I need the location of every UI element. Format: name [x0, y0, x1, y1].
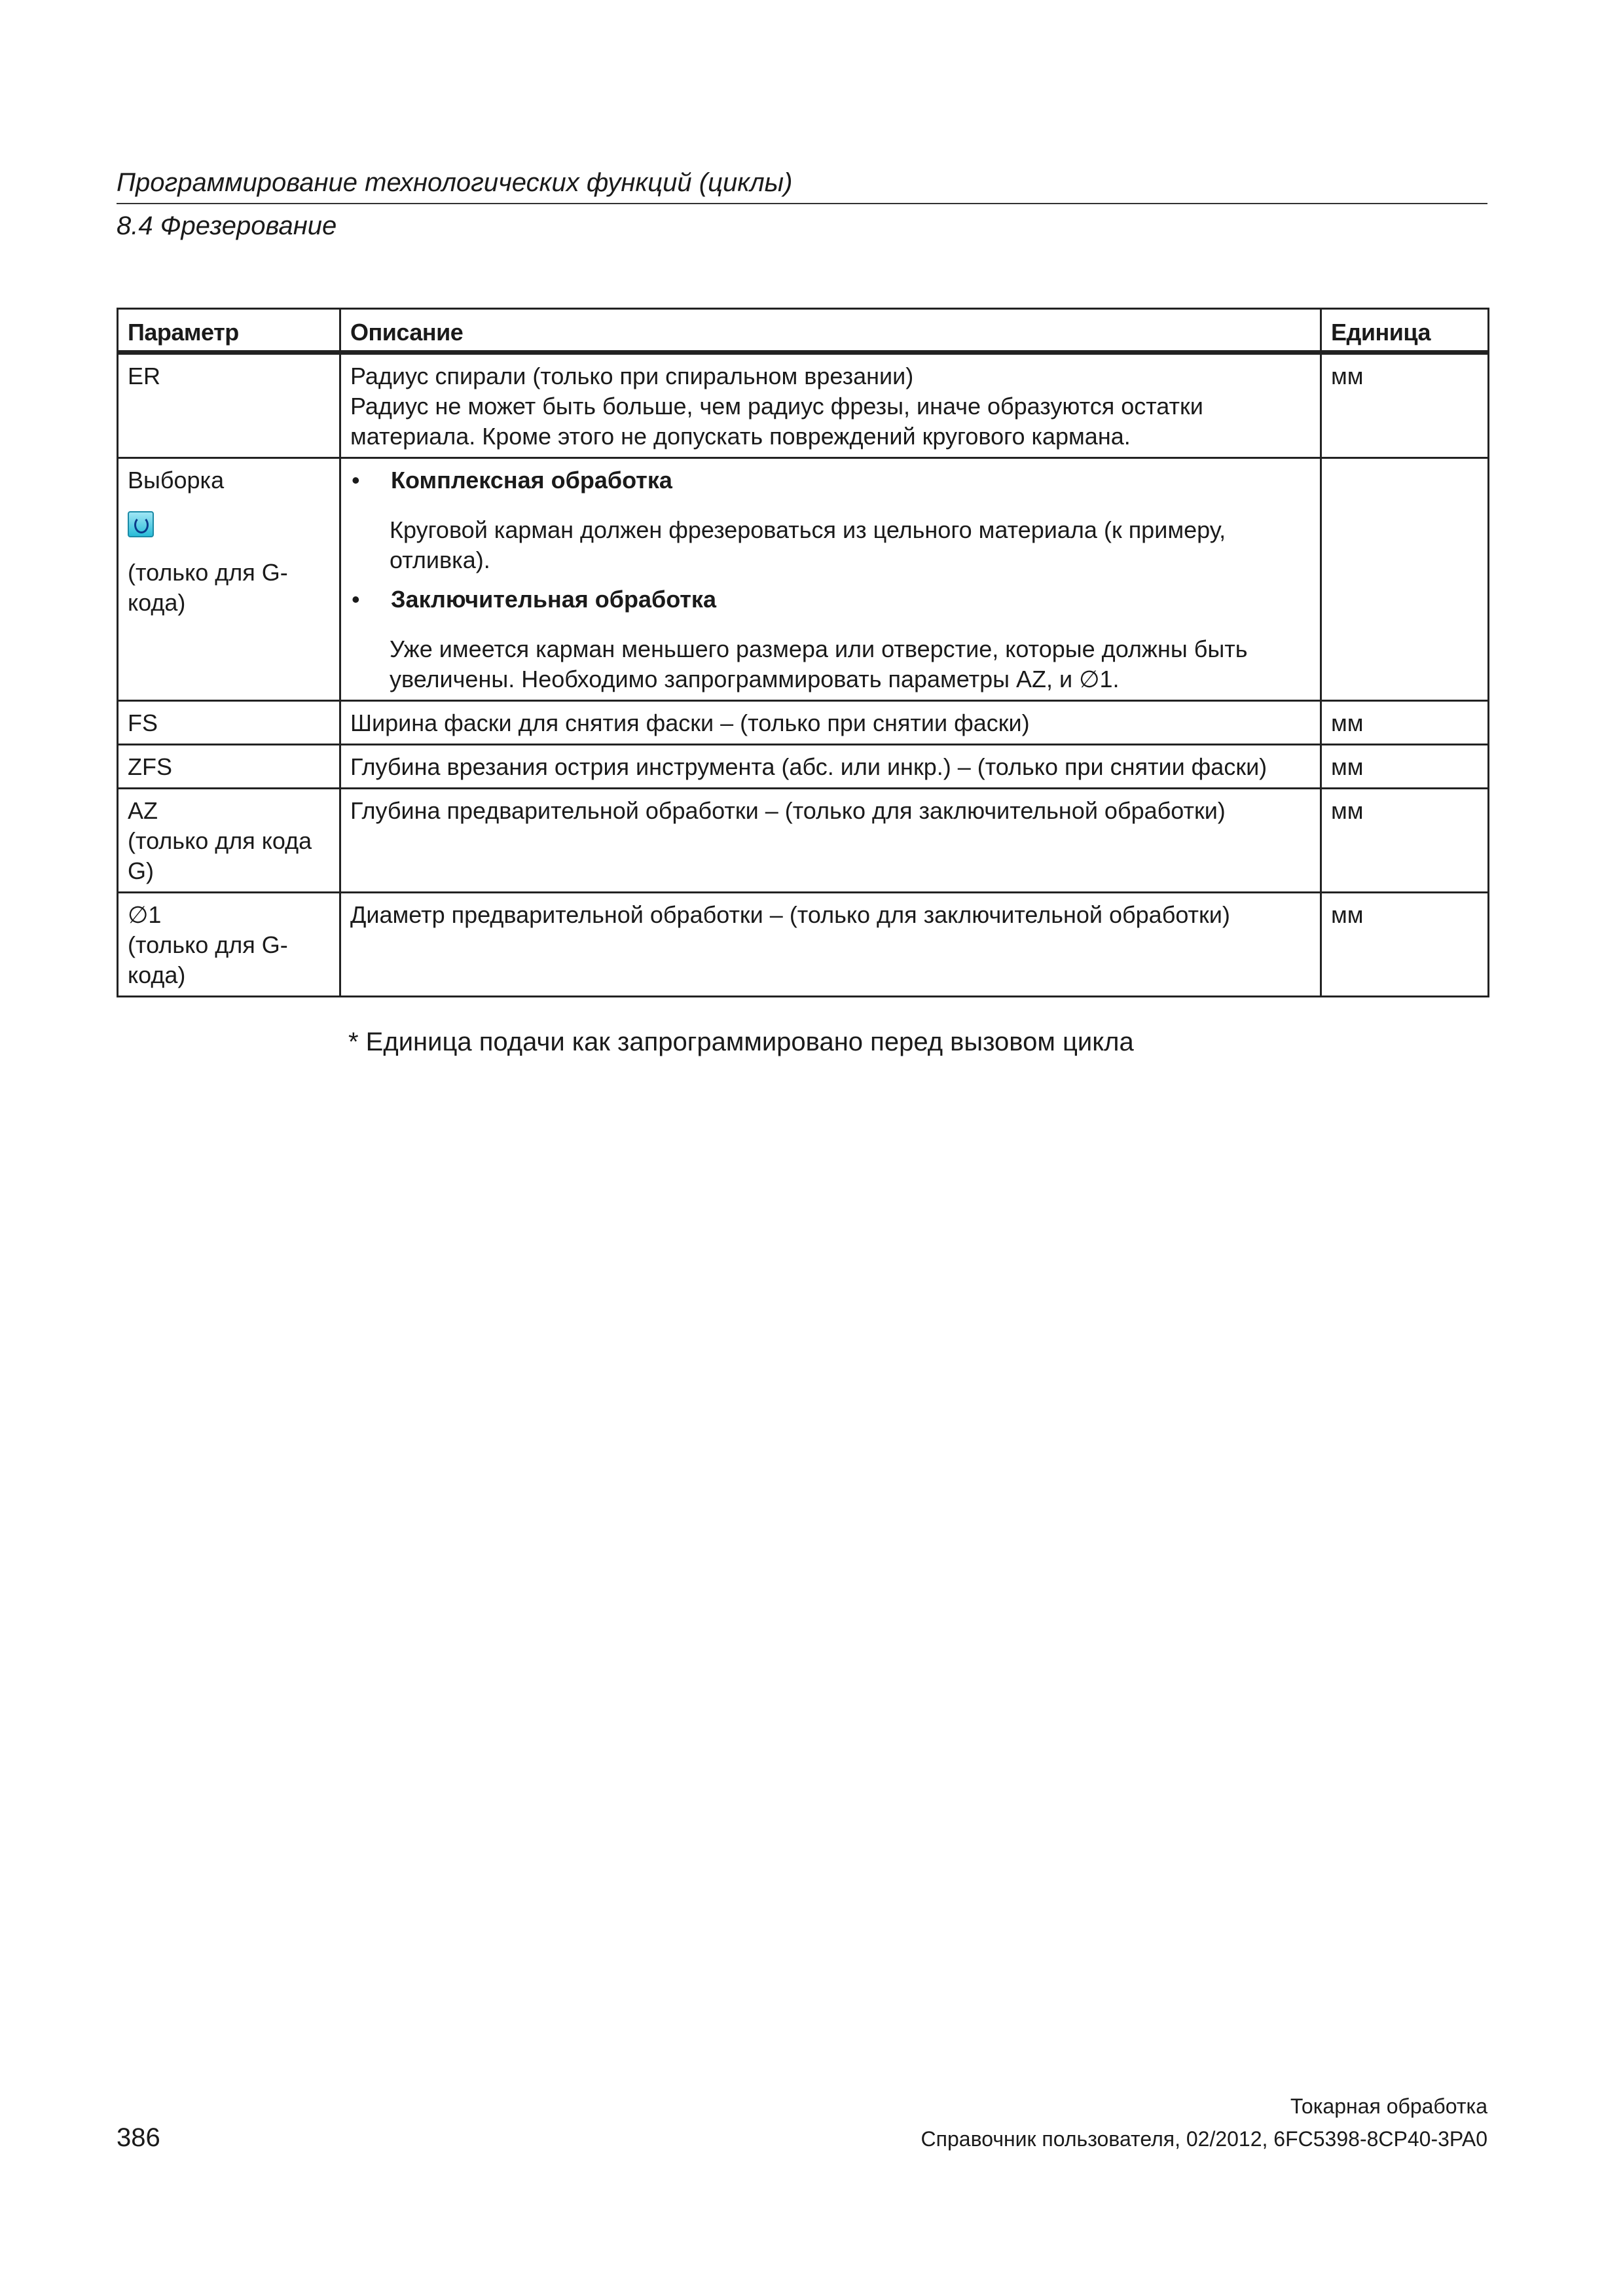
- unit-az: мм: [1321, 789, 1489, 893]
- param-az-note: (только для кода G): [128, 827, 312, 884]
- param-er: ER: [118, 353, 340, 458]
- bullet-complete-title: Комплексная обработка: [391, 467, 672, 493]
- page-number: 386: [117, 2123, 160, 2152]
- param-vyborka: Выборка: [128, 467, 225, 493]
- bullet-complete-text: Круговой карман должен фрезероваться из цельного материала (к примеру, отливка).: [390, 516, 1226, 573]
- param-vyborka-cell: [118, 458, 340, 701]
- machining-mode-icon: [128, 511, 154, 537]
- desc-d1: Диаметр предварительной обработки – (только для заключительной обработки): [340, 893, 1321, 997]
- table-row-az: [118, 789, 1489, 893]
- param-d1-cell: [118, 893, 340, 997]
- param-d1: ∅1: [128, 901, 162, 928]
- bullet-finishing-title: Заключительная обработка: [391, 586, 716, 613]
- bullet-finishing: [350, 584, 1311, 615]
- desc-vyborka: [340, 458, 1321, 701]
- header-desc: Описание: [340, 309, 1321, 353]
- table-row-vyborka: [118, 458, 1489, 701]
- bullet-dot: •: [352, 467, 360, 493]
- table-row-er: [118, 353, 1489, 458]
- desc-zfs: Глубина врезания острия инструмента (абс. или инкр.) – (только при снятии фаски): [340, 745, 1321, 789]
- unit-zfs: мм: [1321, 745, 1489, 789]
- parameter-table: [117, 308, 1489, 997]
- bullet-dot: •: [352, 586, 360, 613]
- desc-er: [340, 353, 1321, 458]
- header-unit: Единица: [1321, 309, 1489, 353]
- desc-fs: Ширина фаски для снятия фаски – (только при снятии фаски): [340, 701, 1321, 745]
- section-title: 8.4 Фрезерование: [117, 211, 337, 240]
- table-row-zfs: [118, 745, 1489, 789]
- table-row-fs: [118, 701, 1489, 745]
- footer-doc-id: Справочник пользователя, 02/2012, 6FC5398-8CP40-3PA0: [921, 2127, 1487, 2151]
- bullet-complete: [350, 465, 1311, 495]
- param-fs: FS: [118, 701, 340, 745]
- page-header: [117, 164, 1487, 245]
- param-vyborka-note: (только для G-кода): [128, 559, 288, 616]
- chapter-title: Программирование технологических функций (циклы): [117, 164, 1487, 204]
- footer-product: Токарная обработка: [1290, 2094, 1487, 2118]
- footnote: * Единица подачи как запрограммировано перед вызовом цикла: [348, 1028, 1134, 1056]
- unit-d1: мм: [1321, 893, 1489, 997]
- desc-er-line2: Радиус не может быть больше, чем радиус фрезы, иначе образуются остатки материала. Кроме этого не допускать повреждений кругового кармана.: [350, 393, 1203, 450]
- param-zfs: ZFS: [118, 745, 340, 789]
- table-row-d1: [118, 893, 1489, 997]
- bullet-finishing-text: Уже имеется карман меньшего размера или отверстие, которые должны быть увеличены. Необходимо запрограммировать параметры AZ, и ∅1.: [390, 636, 1248, 692]
- param-az: AZ: [128, 797, 158, 824]
- unit-vyborka: [1321, 458, 1489, 701]
- param-d1-note: (только для G-кода): [128, 931, 288, 988]
- header-param: Параметр: [118, 309, 340, 353]
- desc-az: Глубина предварительной обработки – (только для заключительной обработки): [340, 789, 1321, 893]
- param-az-cell: [118, 789, 340, 893]
- unit-er: мм: [1321, 353, 1489, 458]
- table-header-row: [118, 309, 1489, 353]
- desc-er-line1: Радиус спирали (только при спиральном врезании): [350, 363, 914, 389]
- unit-fs: мм: [1321, 701, 1489, 745]
